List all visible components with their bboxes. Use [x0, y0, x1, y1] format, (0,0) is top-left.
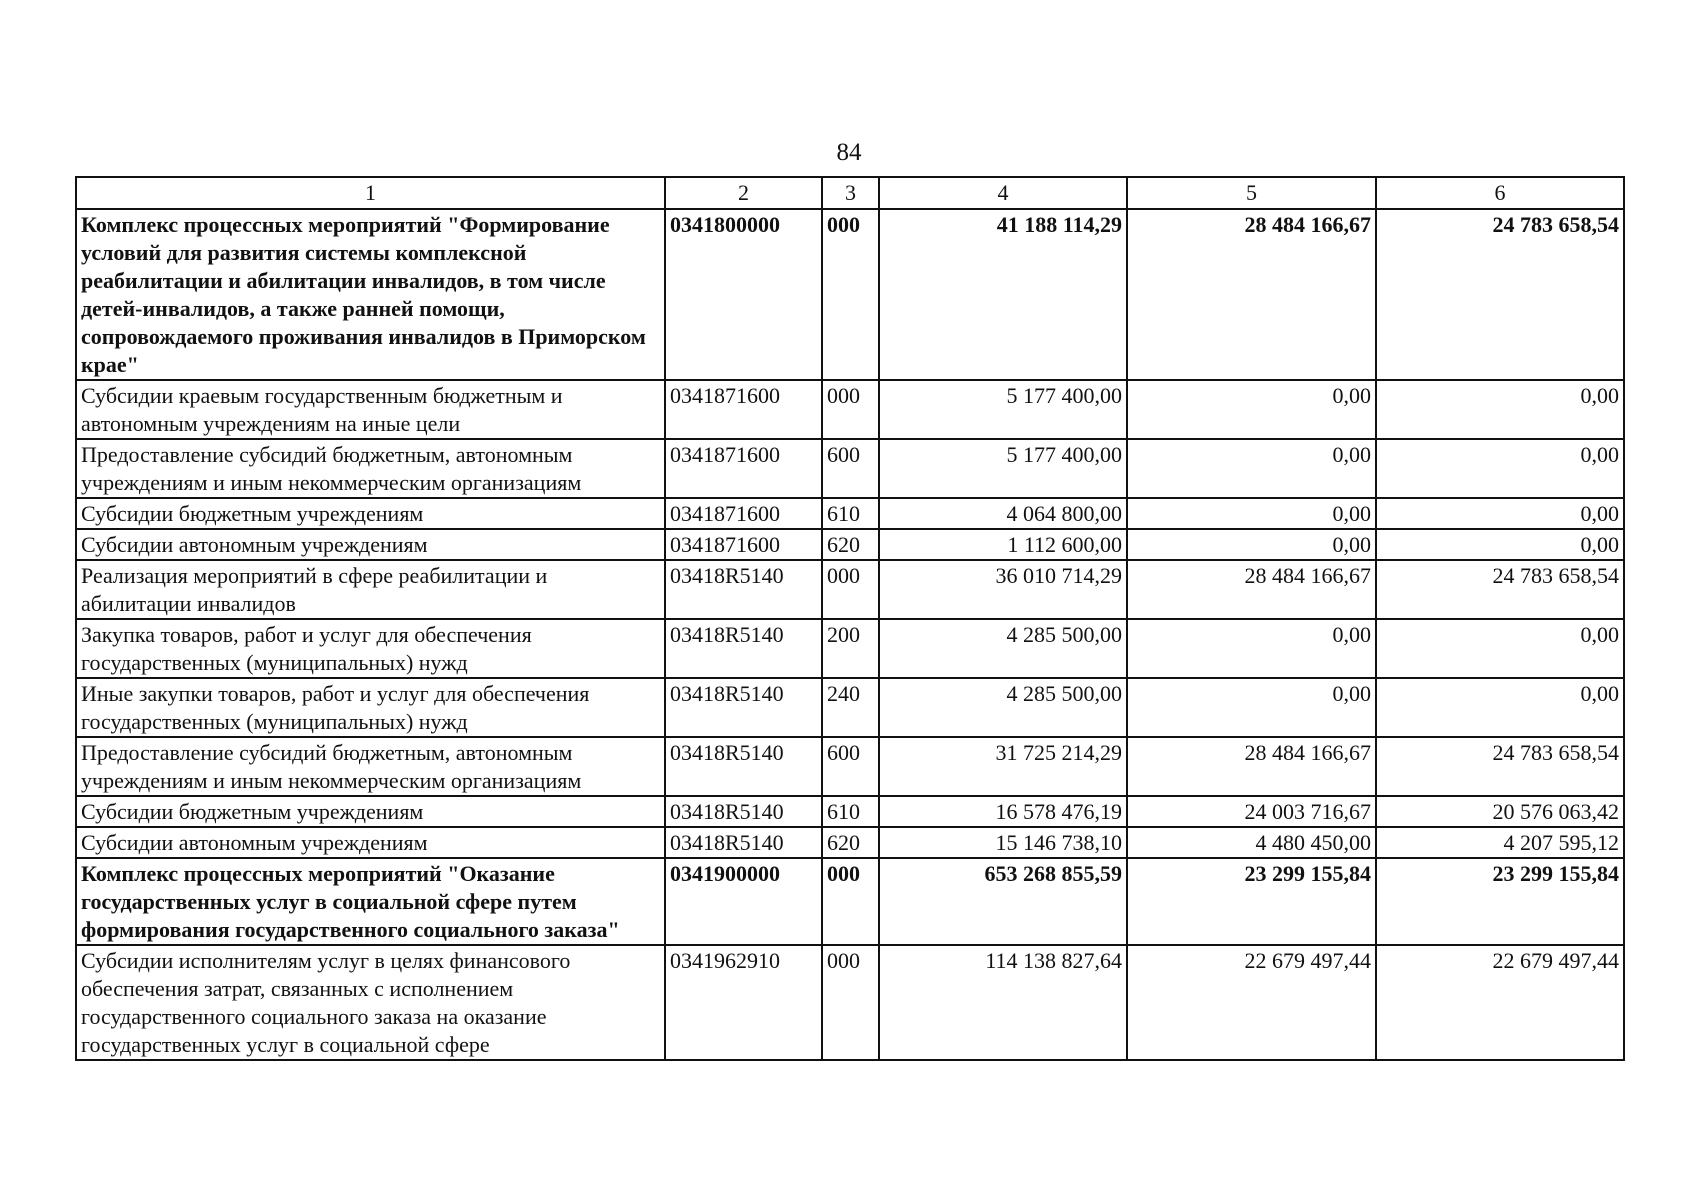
- row-kvr-cell: 620: [822, 529, 879, 560]
- column-number: 1: [76, 177, 665, 209]
- row-name-cell: Субсидии бюджетным учреждениям: [76, 796, 665, 827]
- table-row: [76, 796, 1624, 827]
- row-value-col4: 36 010 714,29: [879, 560, 1127, 619]
- row-name-cell: Субсидии бюджетным учреждениям: [76, 498, 665, 529]
- row-code-cell: 0341871600: [665, 498, 822, 529]
- row-value-col5: 0,00: [1127, 619, 1376, 678]
- row-code-cell: 0341962910: [665, 945, 822, 1060]
- table-row: [76, 498, 1624, 529]
- row-kvr-cell: 620: [822, 827, 879, 858]
- row-kvr-cell: 000: [822, 945, 879, 1060]
- table-row: [76, 827, 1624, 858]
- row-name-cell: Субсидии исполнителям услуг в целях финансового обеспечения затрат, связанных с исполнением государственного социального заказа на оказание государственных услуг в социальной сфере: [76, 945, 665, 1060]
- row-kvr-cell: 000: [822, 209, 879, 380]
- column-number: 6: [1376, 177, 1624, 209]
- row-value-col4: 41 188 114,29: [879, 209, 1127, 380]
- row-value-col5: 22 679 497,44: [1127, 945, 1376, 1060]
- row-value-col5: 0,00: [1127, 529, 1376, 560]
- row-value-col4: 5 177 400,00: [879, 380, 1127, 439]
- row-value-col6: 0,00: [1376, 678, 1624, 737]
- row-value-col6: 24 783 658,54: [1376, 737, 1624, 796]
- row-value-col5: 28 484 166,67: [1127, 737, 1376, 796]
- row-code-cell: 03418R5140: [665, 796, 822, 827]
- row-value-col6: 22 679 497,44: [1376, 945, 1624, 1060]
- table-body: [76, 209, 1624, 1060]
- row-name-cell: Иные закупки товаров, работ и услуг для обеспечения государственных (муниципальных) нужд: [76, 678, 665, 737]
- row-value-col5: 28 484 166,67: [1127, 209, 1376, 380]
- row-code-cell: 03418R5140: [665, 737, 822, 796]
- row-value-col6: 20 576 063,42: [1376, 796, 1624, 827]
- row-value-col6: 0,00: [1376, 498, 1624, 529]
- table-row: [76, 560, 1624, 619]
- row-value-col6: 23 299 155,84: [1376, 858, 1624, 945]
- row-value-col4: 16 578 476,19: [879, 796, 1127, 827]
- row-value-col6: 24 783 658,54: [1376, 209, 1624, 380]
- row-code-cell: 0341871600: [665, 439, 822, 498]
- row-name-cell: Закупка товаров, работ и услуг для обеспечения государственных (муниципальных) нужд: [76, 619, 665, 678]
- table-row: [76, 209, 1624, 380]
- row-code-cell: 0341871600: [665, 529, 822, 560]
- row-kvr-cell: 000: [822, 858, 879, 945]
- table-row: [76, 945, 1624, 1060]
- row-value-col5: 28 484 166,67: [1127, 560, 1376, 619]
- row-kvr-cell: 000: [822, 380, 879, 439]
- row-value-col4: 4 285 500,00: [879, 678, 1127, 737]
- row-value-col4: 5 177 400,00: [879, 439, 1127, 498]
- column-number: 5: [1127, 177, 1376, 209]
- row-value-col4: 4 285 500,00: [879, 619, 1127, 678]
- table-row: [76, 737, 1624, 796]
- column-number: 2: [665, 177, 822, 209]
- budget-table: [75, 176, 1625, 1061]
- row-value-col5: 24 003 716,67: [1127, 796, 1376, 827]
- row-value-col4: 4 064 800,00: [879, 498, 1127, 529]
- row-value-col5: 4 480 450,00: [1127, 827, 1376, 858]
- row-kvr-cell: 600: [822, 737, 879, 796]
- column-number: 4: [879, 177, 1127, 209]
- row-value-col5: 23 299 155,84: [1127, 858, 1376, 945]
- table-row: [76, 858, 1624, 945]
- row-value-col6: 0,00: [1376, 380, 1624, 439]
- row-value-col4: 114 138 827,64: [879, 945, 1127, 1060]
- row-code-cell: 03418R5140: [665, 678, 822, 737]
- row-value-col6: 0,00: [1376, 439, 1624, 498]
- row-name-cell: Комплекс процессных мероприятий "Оказание государственных услуг в социальной сфере путем формирования государственного социального заказа": [76, 858, 665, 945]
- table-row: [76, 529, 1624, 560]
- row-name-cell: Субсидии краевым государственным бюджетным и автономным учреждениям на иные цели: [76, 380, 665, 439]
- table-row: [76, 380, 1624, 439]
- row-value-col5: 0,00: [1127, 439, 1376, 498]
- row-kvr-cell: 240: [822, 678, 879, 737]
- table-row: [76, 678, 1624, 737]
- row-value-col6: 0,00: [1376, 529, 1624, 560]
- row-value-col5: 0,00: [1127, 498, 1376, 529]
- row-kvr-cell: 610: [822, 498, 879, 529]
- row-value-col4: 15 146 738,10: [879, 827, 1127, 858]
- table-row: [76, 439, 1624, 498]
- row-value-col6: 0,00: [1376, 619, 1624, 678]
- row-code-cell: 0341900000: [665, 858, 822, 945]
- row-kvr-cell: 000: [822, 560, 879, 619]
- row-value-col4: 31 725 214,29: [879, 737, 1127, 796]
- row-code-cell: 0341800000: [665, 209, 822, 380]
- row-name-cell: Реализация мероприятий в сфере реабилитации и абилитации инвалидов: [76, 560, 665, 619]
- row-name-cell: Предоставление субсидий бюджетным, автономным учреждениям и иным некоммерческим организациям: [76, 737, 665, 796]
- row-value-col5: 0,00: [1127, 380, 1376, 439]
- row-kvr-cell: 600: [822, 439, 879, 498]
- column-number: 3: [822, 177, 879, 209]
- row-name-cell: Комплекс процессных мероприятий "Формирование условий для развития системы комплексной реабилитации и абилитации инвалидов, в том числе детей-инвалидов, а также ранней помощи, сопровождаемого проживания инвалидов в Приморском крае": [76, 209, 665, 380]
- table-row: [76, 619, 1624, 678]
- row-code-cell: 0341871600: [665, 380, 822, 439]
- row-name-cell: Субсидии автономным учреждениям: [76, 827, 665, 858]
- row-code-cell: 03418R5140: [665, 619, 822, 678]
- row-value-col6: 4 207 595,12: [1376, 827, 1624, 858]
- row-kvr-cell: 610: [822, 796, 879, 827]
- row-value-col4: 1 112 600,00: [879, 529, 1127, 560]
- row-code-cell: 03418R5140: [665, 827, 822, 858]
- row-value-col4: 653 268 855,59: [879, 858, 1127, 945]
- row-name-cell: Предоставление субсидий бюджетным, автономным учреждениям и иным некоммерческим организациям: [76, 439, 665, 498]
- row-code-cell: 03418R5140: [665, 560, 822, 619]
- row-value-col5: 0,00: [1127, 678, 1376, 737]
- column-number-row: [76, 177, 1624, 209]
- row-kvr-cell: 200: [822, 619, 879, 678]
- row-name-cell: Субсидии автономным учреждениям: [76, 529, 665, 560]
- row-value-col6: 24 783 658,54: [1376, 560, 1624, 619]
- page-number: 84: [836, 139, 862, 166]
